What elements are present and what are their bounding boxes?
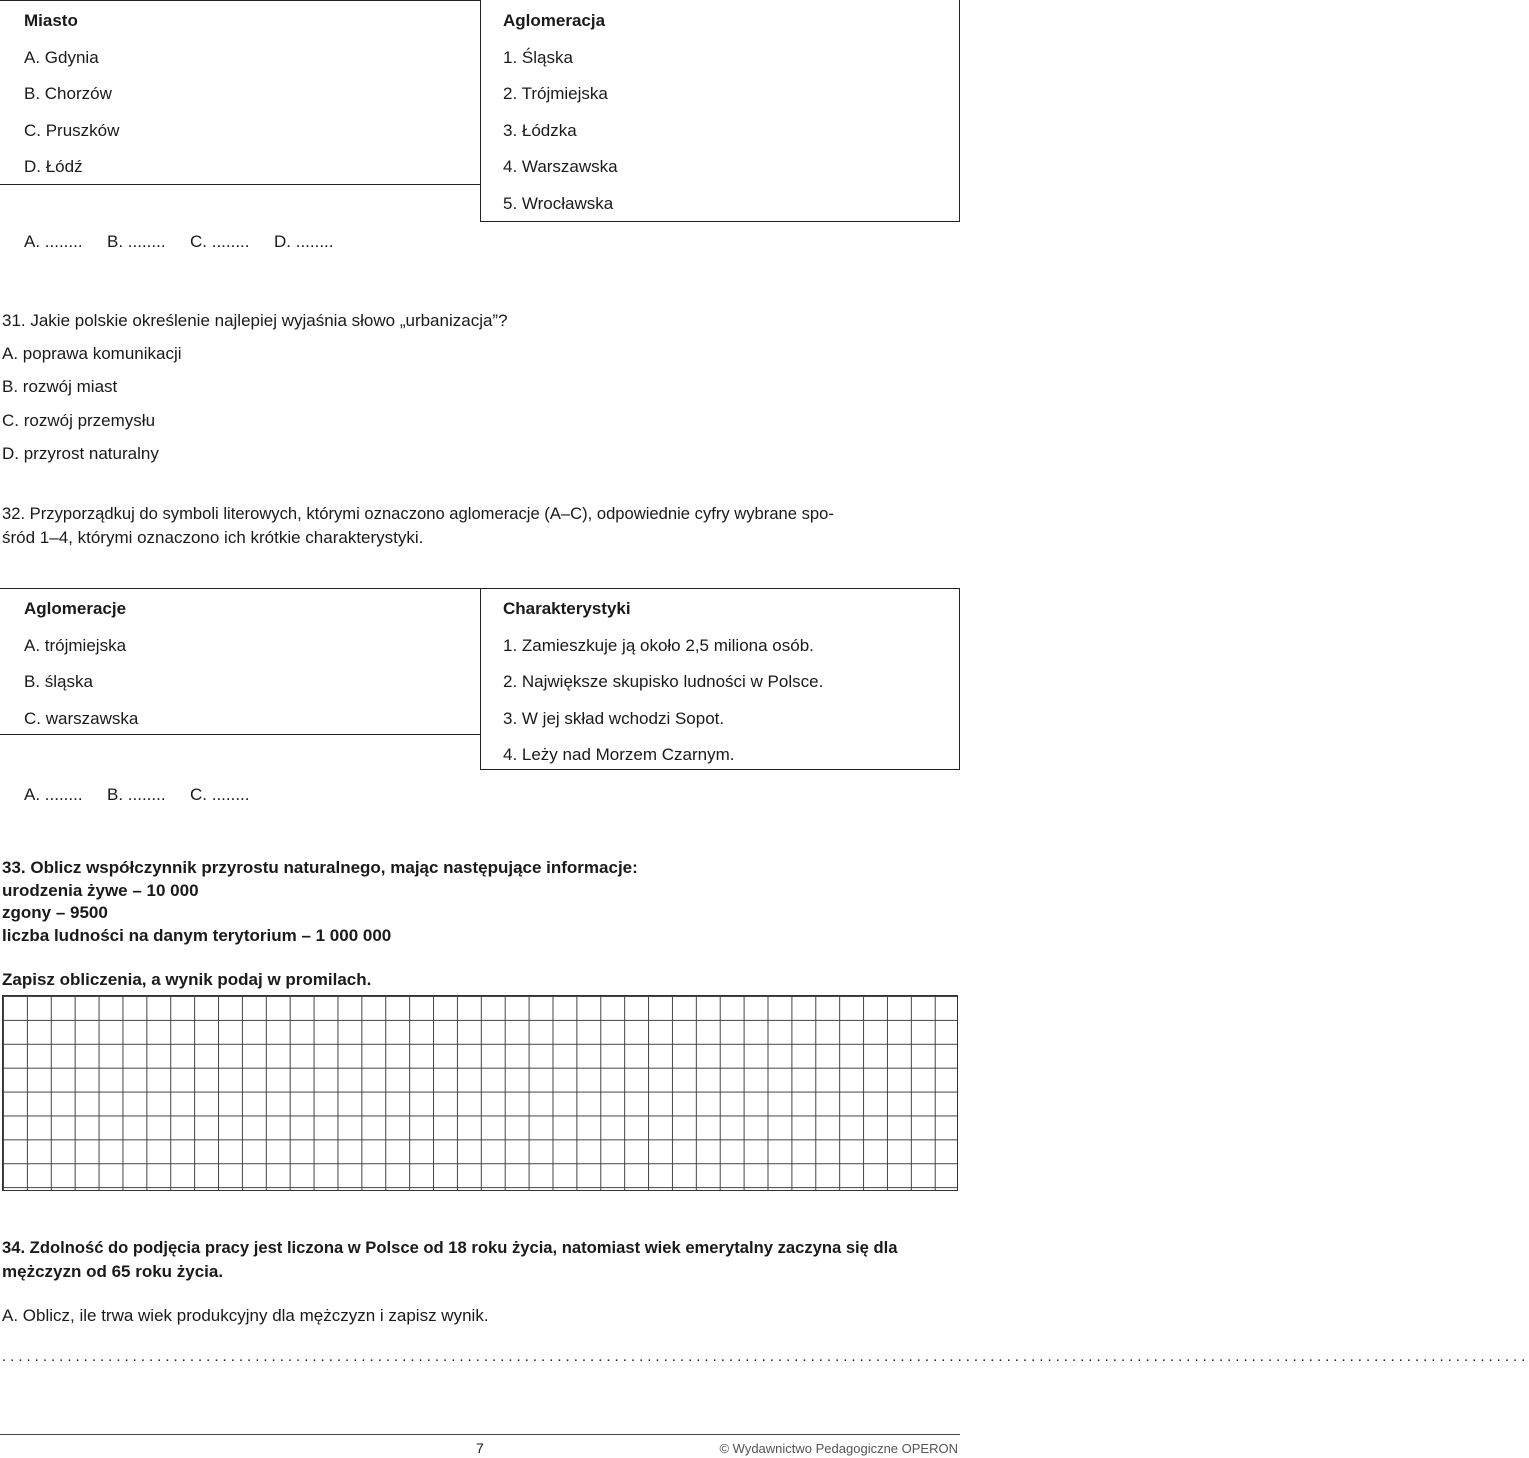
table1-answer-blank[interactable]: D. ........: [274, 232, 334, 251]
footer-rule: [0, 1434, 960, 1435]
q31-option[interactable]: C. rozwój przemysłu: [2, 411, 156, 430]
table2-right-item: 3. W jej skład wchodzi Sopot.: [503, 709, 725, 728]
table1-right-item: 5. Wrocławska: [503, 194, 614, 213]
table1-answer-blank[interactable]: C. ........: [190, 232, 250, 251]
q33-data-population: liczba ludności na danym terytorium – 1 000 000: [2, 926, 392, 945]
q32-question-line2: śród 1–4, którymi oznaczono ich krótkie charakterystyki.: [2, 528, 424, 547]
table2-left-item: C. warszawska: [24, 709, 139, 728]
q33-data-births: urodzenia żywe – 10 000: [2, 881, 199, 900]
table2-right-header: Charakterystyki: [503, 599, 631, 618]
table1-left-top-rule: [0, 0, 480, 1]
q31-option[interactable]: D. przyrost naturalny: [2, 444, 159, 463]
table1-right-item: 4. Warszawska: [503, 157, 618, 176]
table2-left-item: A. trójmiejska: [24, 636, 127, 655]
table1-left-bottom-rule: [0, 184, 480, 185]
q33-question-line1: 33. Oblicz współczynnik przyrostu naturalnego, mając następujące informacje:: [2, 858, 638, 877]
table1-right-header: Aglomeracja: [503, 11, 606, 30]
table1-right-item: 2. Trójmiejska: [503, 84, 608, 103]
table2-right-item: 1. Zamieszkuje ją około 2,5 miliona osób.: [503, 636, 814, 655]
q34-task-a: A. Oblicz, ile trwa wiek produkcyjny dla mężczyzn i zapisz wynik.: [2, 1306, 489, 1325]
matching-table-1-right-box: [480, 0, 960, 222]
table1-left-item: A. Gdynia: [24, 48, 99, 67]
q31-question: 31. Jakie polskie określenie najlepiej wyjaśnia słowo „urbanizacja”?: [2, 311, 508, 330]
answer-dotted-line[interactable]: ...........................................................................................................................................................................................: [2, 1348, 1529, 1365]
calculation-grid[interactable]: [2, 995, 958, 1191]
q32-question-line1: 32. Przyporządkuj do symboli literowych, którymi oznaczono aglomeracje (A–C), odpowiednie cyfry wybrane spo-: [2, 504, 834, 523]
q34-question-line1: 34. Zdolność do podjęcia pracy jest liczona w Polsce od 18 roku życia, natomiast wiek emerytalny zaczyna się dla: [2, 1238, 898, 1257]
table2-answer-blank[interactable]: B. ........: [107, 785, 166, 804]
q33-data-deaths: zgony – 9500: [2, 903, 108, 922]
table1-right-item: 3. Łódzka: [503, 121, 577, 140]
table1-left-header: Miasto: [24, 11, 78, 30]
page-number: 7: [476, 1440, 484, 1456]
table1-left-item: D. Łódź: [24, 157, 83, 176]
table2-left-bottom-rule: [0, 734, 480, 735]
table1-right-item: 1. Śląska: [503, 48, 573, 67]
table2-answer-blank[interactable]: A. ........: [24, 785, 83, 804]
table2-right-item: 2. Największe skupisko ludności w Polsce.: [503, 672, 824, 691]
q31-option[interactable]: B. rozwój miast: [2, 377, 118, 396]
table2-left-top-rule: [0, 588, 480, 589]
table2-left-header: Aglomeracje: [24, 599, 127, 618]
table1-left-item: B. Chorzów: [24, 84, 112, 103]
q34-question-line2: mężczyzn od 65 roku życia.: [2, 1262, 224, 1281]
table1-answer-blank[interactable]: A. ........: [24, 232, 83, 251]
q33-instruction: Zapisz obliczenia, a wynik podaj w promilach.: [2, 970, 372, 989]
table2-answer-blank[interactable]: C. ........: [190, 785, 250, 804]
q31-option[interactable]: A. poprawa komunikacji: [2, 344, 182, 363]
table1-answer-blank[interactable]: B. ........: [107, 232, 166, 251]
table1-left-item: C. Pruszków: [24, 121, 120, 140]
table2-left-item: B. śląska: [24, 672, 93, 691]
table2-right-item: 4. Leży nad Morzem Czarnym.: [503, 745, 735, 764]
copyright-text: © Wydawnictwo Pedagogiczne OPERON: [719, 1441, 958, 1456]
